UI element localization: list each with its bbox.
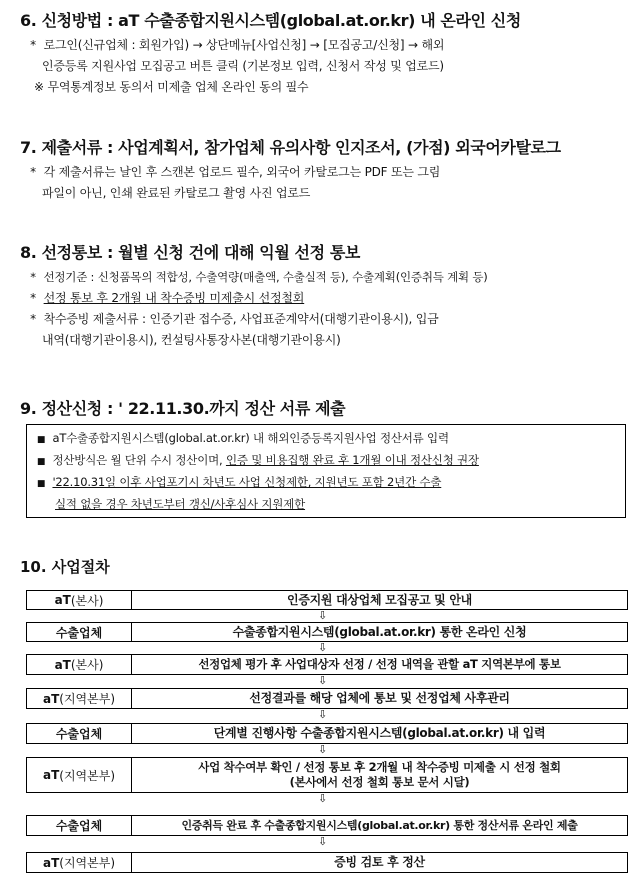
flow-step-actor: aT (지역본부) [27, 853, 132, 872]
square-bullet: ■ [36, 479, 46, 489]
flow-step-desc: 인증취득 완료 후 수출종합지원시스템(global.at.or.kr) 통한 정산서류 온라인 제출 [181, 819, 578, 832]
section-7-line-1 [26, 162, 640, 183]
section-9-title: 9. 정산신청 : ' 22.11.30.까지 정산 서류 제출 [20, 399, 346, 418]
section-9-item-3-text: '22.10.31일 이후 사업포기시 차년도 사업 신청제한, 지원년도 포함 2년간 수출 [52, 475, 442, 489]
square-bullet: ■ [36, 457, 46, 467]
bullet: * [30, 38, 36, 52]
flow-step-desc: 인증지원 대상업체 모집공고 및 안내 [287, 592, 472, 607]
section-8-line-4: 내역(대행기관이용시), 컨설팅사통장사본(대행기관이용시) [42, 333, 341, 347]
flow-step-actor: aT (본사) [27, 591, 132, 609]
section-9-item-2-underlined: 인증 및 비용집행 완료 후 1개월 이내 정산신청 권장 [225, 453, 479, 467]
section-8-line-2 [26, 288, 640, 309]
bullet: * [30, 291, 36, 305]
flow-step-8 [26, 852, 628, 873]
section-8 [0, 240, 640, 351]
section-6-note: ※ 무역통계정보 동의서 미제출 업체 온라인 동의 필수 [34, 80, 309, 94]
flow-arrow-icon: ⇩ [318, 835, 328, 848]
section-8-title: 8. 선정통보 : 월별 신청 건에 대해 익월 선정 통보 [20, 243, 360, 262]
flow-step-5 [26, 723, 628, 744]
section-9-item-2-text: 정산방식은 월 단위 수시 정산이며, [52, 453, 226, 467]
flow-step-actor: aT (지역본부) [27, 758, 132, 792]
flow-step-actor: 수출업체 [27, 623, 132, 641]
section-8-line-3-text: 착수증빙 제출서류 : 인증기관 접수증, 사업표준계약서(대행기관이용시), 입금 [43, 312, 439, 326]
section-9 [0, 396, 640, 419]
section-6-line-1 [26, 35, 640, 56]
section-9-item-1 [33, 428, 625, 450]
section-6-line-2: 인증등록 지원사업 모집공고 버튼 클릭 (기본정보 입력, 신청서 작성 및 업로드) [42, 59, 444, 73]
flow-step-actor: aT (지역본부) [27, 689, 132, 708]
flow-step-desc: 증빙 검토 후 정산 [334, 855, 425, 869]
square-bullet: ■ [36, 435, 46, 445]
section-7-line-1-text: 각 제출서류는 날인 후 스캔본 업로드 필수, 외국어 카탈로그는 PDF 또는 그림 [43, 165, 441, 179]
section-9-item-3 [33, 472, 625, 494]
section-6-line-1-text: 로그인(신규업체 : 회원가입) → 상단메뉴[사업신청] → [모집공고/신청] → 해외 [43, 38, 445, 52]
bullet: * [30, 270, 36, 284]
section-8-line-2-text: 선정 통보 후 2개월 내 착수증빙 미제출시 선정철회 [43, 291, 305, 305]
flow-step-1 [26, 590, 628, 610]
flow-step-desc: 선정업체 평가 후 사업대상자 선정 / 선정 내역을 관할 aT 지역본부에 통보 [198, 657, 561, 671]
flow-step-desc: 사업 착수여부 확인 / 선정 통보 후 2개월 내 착수증빙 미제출 시 선정 철회 (본사에서 선정 철회 통보 문서 시달) [198, 760, 561, 789]
flow-step-desc: 선정결과를 해당 업체에 통보 및 선정업체 사후관리 [249, 691, 510, 705]
bullet: * [30, 165, 36, 179]
section-7-line-2: 파일이 아닌, 인쇄 완료된 카탈로그 촬영 사진 업로드 [42, 186, 311, 200]
section-7-title: 7. 제출서류 : 사업계획서, 참가업체 유의사항 인지조서, (가점) 외국어카탈로그 [20, 138, 561, 157]
section-8-line-1 [26, 267, 640, 288]
section-7 [0, 135, 640, 204]
flow-arrow-icon: ⇩ [318, 674, 328, 687]
bullet: * [30, 312, 36, 326]
flow-arrow-icon: ⇩ [318, 708, 328, 721]
flow-arrow-icon: ⇩ [318, 641, 328, 654]
section-8-line-3 [26, 309, 640, 330]
flow-arrow-icon: ⇩ [318, 743, 328, 756]
section-8-line-1-text: 선정기준 : 신청품목의 적합성, 수출역량(매출액, 수출실적 등), 수출계획(인증취득 계획 등) [43, 270, 488, 284]
flow-arrow-icon: ⇩ [318, 792, 328, 805]
section-10-title: 10. 사업절차 [20, 558, 110, 576]
flow-step-2 [26, 622, 628, 642]
section-9-item-2 [33, 450, 625, 472]
section-9-item-1-text: aT수출종합지원시스템(global.at.or.kr) 내 해외인증등록지원사업 정산서류 입력 [52, 431, 449, 445]
section-6 [0, 8, 640, 98]
flow-step-6 [26, 757, 628, 793]
section-9-item-3-cont: 실적 없을 경우 차년도부터 갱신/사후심사 지원제한 [55, 497, 306, 511]
flow-step-3 [26, 654, 628, 675]
flow-step-4 [26, 688, 628, 709]
flow-step-desc: 단계별 진행사항 수출종합지원시스템(global.at.or.kr) 내 입력 [213, 726, 546, 740]
section-6-title: 6. 신청방법 : aT 수출종합지원시스템(global.at.or.kr) 내 온라인 신청 [20, 11, 521, 30]
flow-step-actor: 수출업체 [27, 724, 132, 743]
flow-step-actor: 수출업체 [27, 816, 132, 835]
flow-step-actor: aT (본사) [27, 655, 132, 674]
section-9-box [26, 424, 626, 518]
flow-step-7 [26, 815, 628, 836]
flow-arrow-icon: ⇩ [318, 609, 328, 622]
flow-step-desc: 수출종합지원시스템(global.at.or.kr) 통한 온라인 신청 [232, 624, 527, 639]
